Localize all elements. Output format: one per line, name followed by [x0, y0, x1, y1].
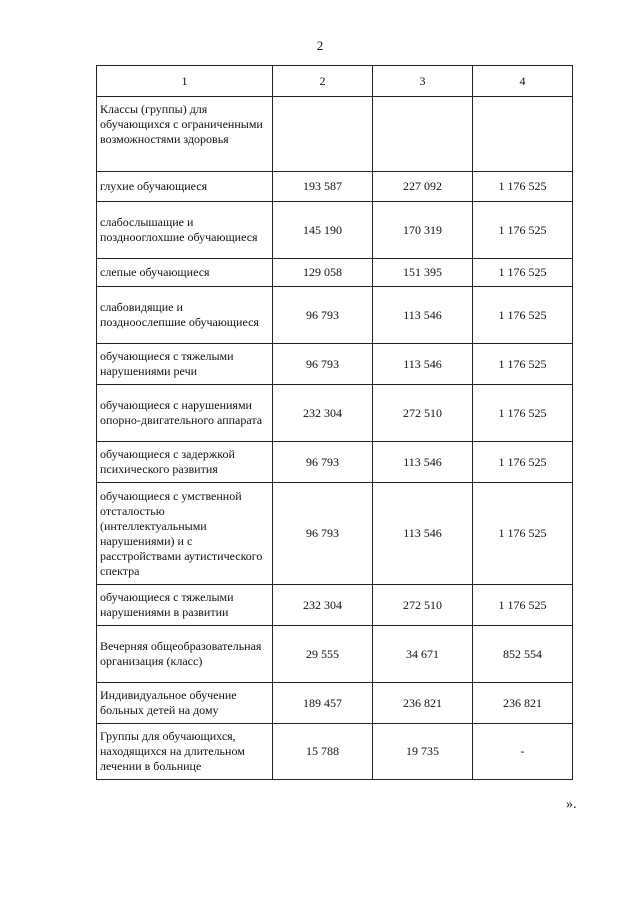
value-cell: 236 821	[473, 683, 573, 724]
table-row	[97, 442, 573, 483]
value-cell: 1 176 525	[473, 202, 573, 259]
value-cell: 19 735	[373, 724, 473, 780]
value-cell: 145 190	[273, 202, 373, 259]
table-row	[97, 385, 573, 442]
value-cell	[473, 97, 573, 172]
value-cell: 1 176 525	[473, 259, 573, 287]
row-label: Индивидуальное обучение больных детей на дому	[97, 683, 273, 724]
page-number: 2	[316, 38, 324, 53]
value-cell: 113 546	[373, 287, 473, 344]
value-cell: 852 554	[473, 626, 573, 683]
row-label: Вечерняя общеобразовательная организация (класс)	[97, 626, 273, 683]
row-label: слабослышащие и позднооглохшие обучающиеся	[97, 202, 273, 259]
row-label: обучающиеся с умственной отсталостью (интеллектуальными нарушениями) и с расстройствами аутистического спектра	[97, 483, 273, 585]
row-label: Классы (группы) для обучающихся с ограниченными возможностями здоровья	[97, 97, 273, 172]
value-cell: -	[473, 724, 573, 780]
value-cell: 96 793	[273, 287, 373, 344]
value-cell: 113 546	[373, 344, 473, 385]
row-label: обучающиеся с тяжелыми нарушениями речи	[97, 344, 273, 385]
column-header: 2	[273, 66, 373, 97]
table-row	[97, 724, 573, 780]
value-cell: 227 092	[373, 172, 473, 202]
value-cell: 232 304	[273, 385, 373, 442]
value-cell: 1 176 525	[473, 344, 573, 385]
value-cell: 129 058	[273, 259, 373, 287]
row-label: Группы для обучающихся, находящихся на длительном лечении в больнице	[97, 724, 273, 780]
value-cell: 1 176 525	[473, 483, 573, 585]
table-row	[97, 202, 573, 259]
value-cell: 96 793	[273, 483, 373, 585]
value-cell: 189 457	[273, 683, 373, 724]
value-cell: 151 395	[373, 259, 473, 287]
row-label: обучающиеся с задержкой психического развития	[97, 442, 273, 483]
value-cell: 96 793	[273, 442, 373, 483]
table-header-row	[97, 66, 573, 97]
table-row	[97, 626, 573, 683]
value-cell	[273, 97, 373, 172]
closing-quote-mark: ».	[566, 797, 577, 812]
table-row	[97, 97, 573, 172]
table-row	[97, 344, 573, 385]
value-cell: 29 555	[273, 626, 373, 683]
row-label: обучающиеся с нарушениями опорно-двигательного аппарата	[97, 385, 273, 442]
value-cell: 113 546	[373, 483, 473, 585]
tariff-table	[96, 65, 573, 780]
value-cell: 15 788	[273, 724, 373, 780]
value-cell: 193 587	[273, 172, 373, 202]
value-cell: 1 176 525	[473, 385, 573, 442]
value-cell: 1 176 525	[473, 287, 573, 344]
row-label: обучающиеся с тяжелыми нарушениями в развитии	[97, 585, 273, 626]
value-cell: 1 176 525	[473, 172, 573, 202]
row-label: слепые обучающиеся	[97, 259, 273, 287]
table-row	[97, 585, 573, 626]
table-row	[97, 683, 573, 724]
row-label: слабовидящие и поздноослепшие обучающиеся	[97, 287, 273, 344]
value-cell: 272 510	[373, 385, 473, 442]
value-cell: 1 176 525	[473, 585, 573, 626]
value-cell: 272 510	[373, 585, 473, 626]
column-header: 4	[473, 66, 573, 97]
table-row	[97, 259, 573, 287]
value-cell: 170 319	[373, 202, 473, 259]
value-cell: 1 176 525	[473, 442, 573, 483]
row-label: глухие обучающиеся	[97, 172, 273, 202]
value-cell	[373, 97, 473, 172]
column-header: 1	[97, 66, 273, 97]
value-cell: 34 671	[373, 626, 473, 683]
table-row	[97, 287, 573, 344]
table-row	[97, 483, 573, 585]
value-cell: 113 546	[373, 442, 473, 483]
column-header: 3	[373, 66, 473, 97]
value-cell: 232 304	[273, 585, 373, 626]
value-cell: 236 821	[373, 683, 473, 724]
table-row	[97, 172, 573, 202]
value-cell: 96 793	[273, 344, 373, 385]
